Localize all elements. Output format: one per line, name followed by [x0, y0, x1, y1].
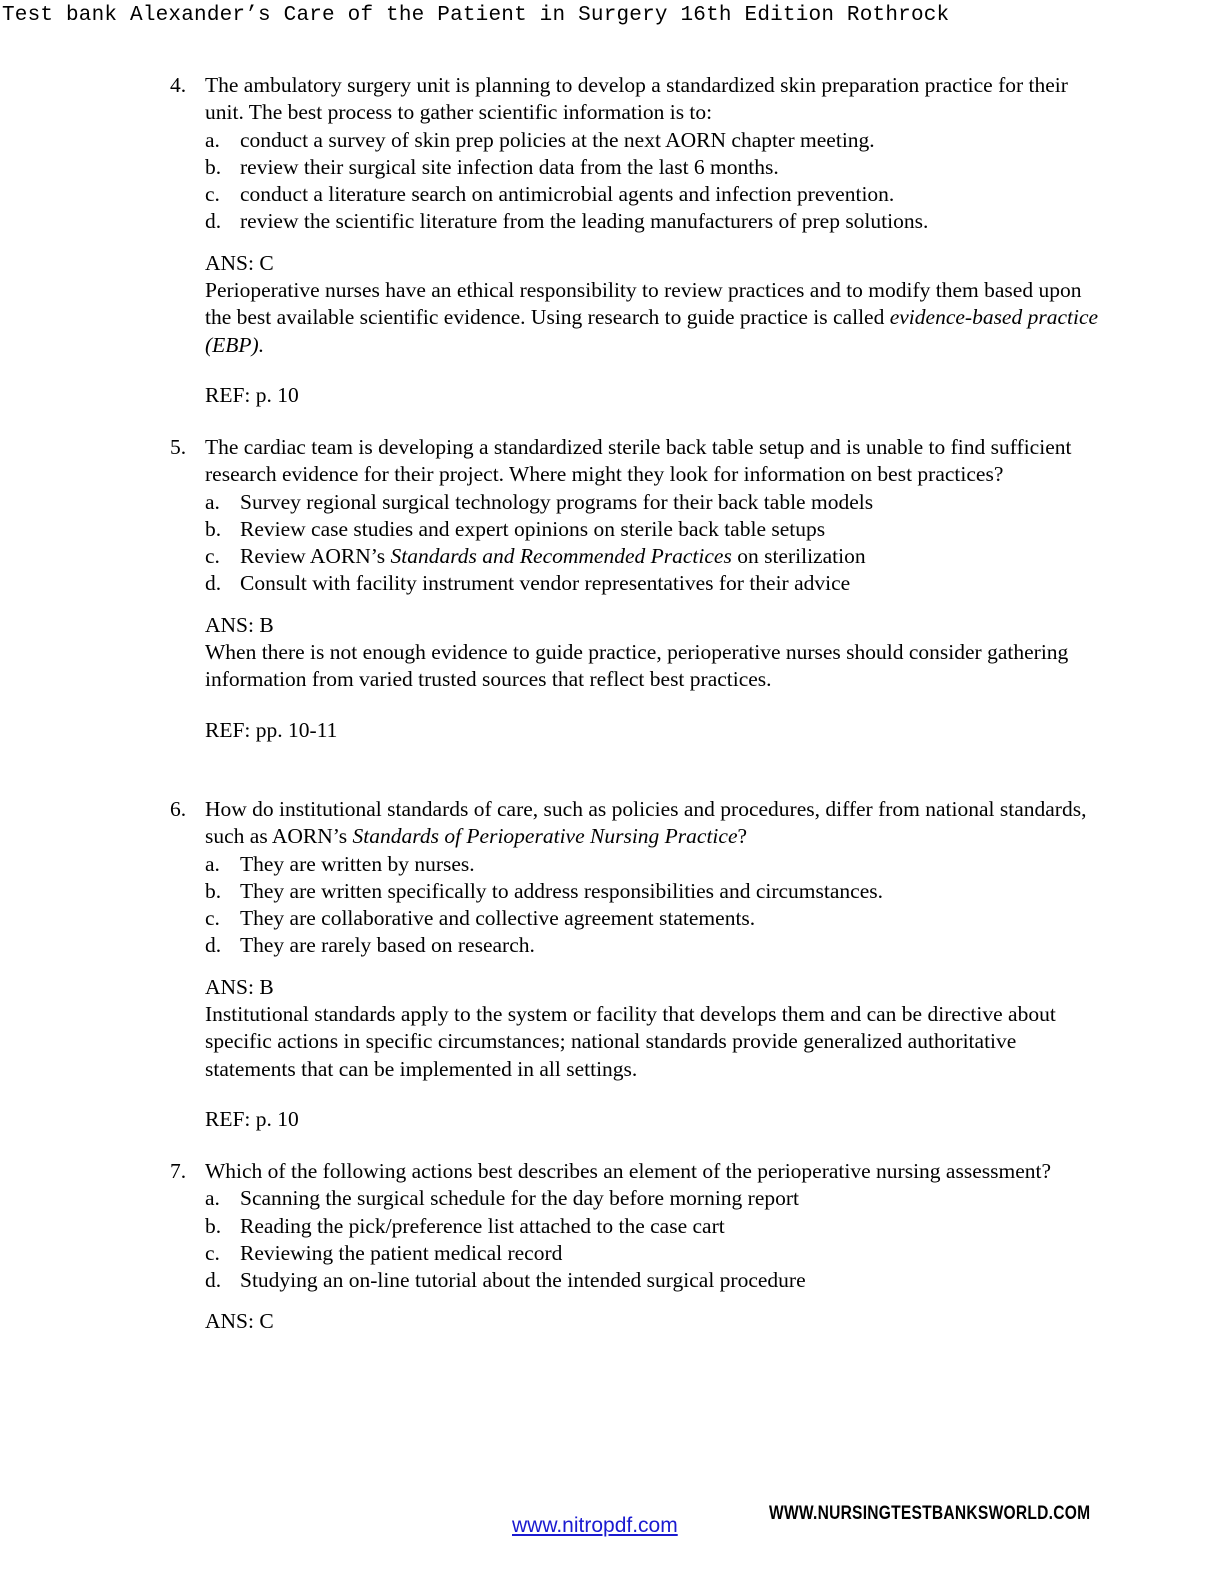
- option-b: b. They are written specifically to address responsibilities and circumstances.: [205, 878, 883, 903]
- answer-key: ANS: C: [205, 1309, 274, 1334]
- question-7: [170, 1158, 1100, 1336]
- question-number: 4.: [170, 73, 187, 97]
- option-b: b. Review case studies and expert opinions on sterile back table setups: [205, 516, 826, 541]
- reference: REF: pp. 10-11: [205, 717, 338, 742]
- question-5: [170, 434, 1100, 744]
- question-number: 6.: [170, 797, 187, 821]
- question-number: 7.: [170, 1159, 187, 1183]
- question-stem: [170, 434, 1100, 489]
- option-d: d. Consult with facility instrument vendor representatives for their advice: [205, 571, 851, 596]
- option-a: a. They are written by nurses.: [205, 851, 475, 876]
- question-stem: [170, 72, 1100, 127]
- answer-key: ANS: C: [205, 250, 274, 275]
- rationale: Perioperative nurses have an ethical responsibility to review practices and to modify them based upon the best available scientific evidence. Using research to guide practice is called evidence-based practice (EBP).: [205, 278, 1099, 357]
- option-d: d. Studying an on-line tutorial about the intended surgical procedure: [205, 1268, 806, 1293]
- nitropdf-link[interactable]: www.nitropdf.com: [512, 1514, 678, 1537]
- reference: REF: p. 10: [205, 1106, 299, 1131]
- reference: REF: p. 10: [205, 382, 299, 407]
- answer-key: ANS: B: [205, 974, 274, 999]
- question-text: Which of the following actions best describes an element of the perioperative nursing assessment?: [205, 1159, 1052, 1183]
- question-text: The ambulatory surgery unit is planning to develop a standardized skin preparation practice for their unit. The best process to gather scientific information is to:: [205, 73, 1068, 125]
- question-stem: [170, 1158, 1100, 1185]
- option-a: a. conduct a survey of skin prep policies at the next AORN chapter meeting.: [205, 127, 875, 152]
- option-a: a. Survey regional surgical technology programs for their back table models: [205, 489, 874, 514]
- question-text: The cardiac team is developing a standardized sterile back table setup and is unable to find sufficient research evidence for their project. Where might they look for information on best practices?: [205, 435, 1072, 487]
- option-b: b. review their surgical site infection data from the last 6 months.: [205, 154, 779, 179]
- question-6: [170, 796, 1100, 1133]
- option-c: c. Review AORN’s Standards and Recommended Practices on sterilization: [205, 544, 866, 569]
- option-b: b. Reading the pick/preference list attached to the case cart: [205, 1213, 725, 1238]
- answer-key: ANS: B: [205, 612, 274, 637]
- option-d: d. They are rarely based on research.: [205, 933, 535, 958]
- option-c: c. Reviewing the patient medical record: [205, 1240, 563, 1265]
- option-c: c. They are collaborative and collective agreement statements.: [205, 906, 756, 931]
- option-c: c. conduct a literature search on antimicrobial agents and infection prevention.: [205, 182, 895, 207]
- option-d: d. review the scientific literature from the leading manufacturers of prep solutions.: [205, 209, 929, 234]
- document-header-title: Test bank Alexander’s Care of the Patient in Surgery 16th Edition Rothrock: [2, 4, 950, 27]
- footer-brand-watermark: WWW.NURSINGTESTBANKSWORLD.COM: [769, 1503, 1091, 1524]
- question-number: 5.: [170, 435, 187, 459]
- question-4: [170, 72, 1100, 409]
- question-stem: 6. How do institutional standards of care, such as policies and procedures, differ from national standards, such as AORN’s Standards of Perioperative Nursing Practice?: [170, 797, 1087, 849]
- rationale: When there is not enough evidence to guide practice, perioperative nurses should consider gathering information from varied trusted sources that reflect best practices.: [205, 640, 1069, 692]
- option-a: a. Scanning the surgical schedule for the day before morning report: [205, 1186, 800, 1211]
- rationale: Institutional standards apply to the system or facility that develops them and can be directive about specific actions in specific circumstances; national standards provide generalized authoritative statements that can be implemented in all settings.: [205, 1002, 1056, 1081]
